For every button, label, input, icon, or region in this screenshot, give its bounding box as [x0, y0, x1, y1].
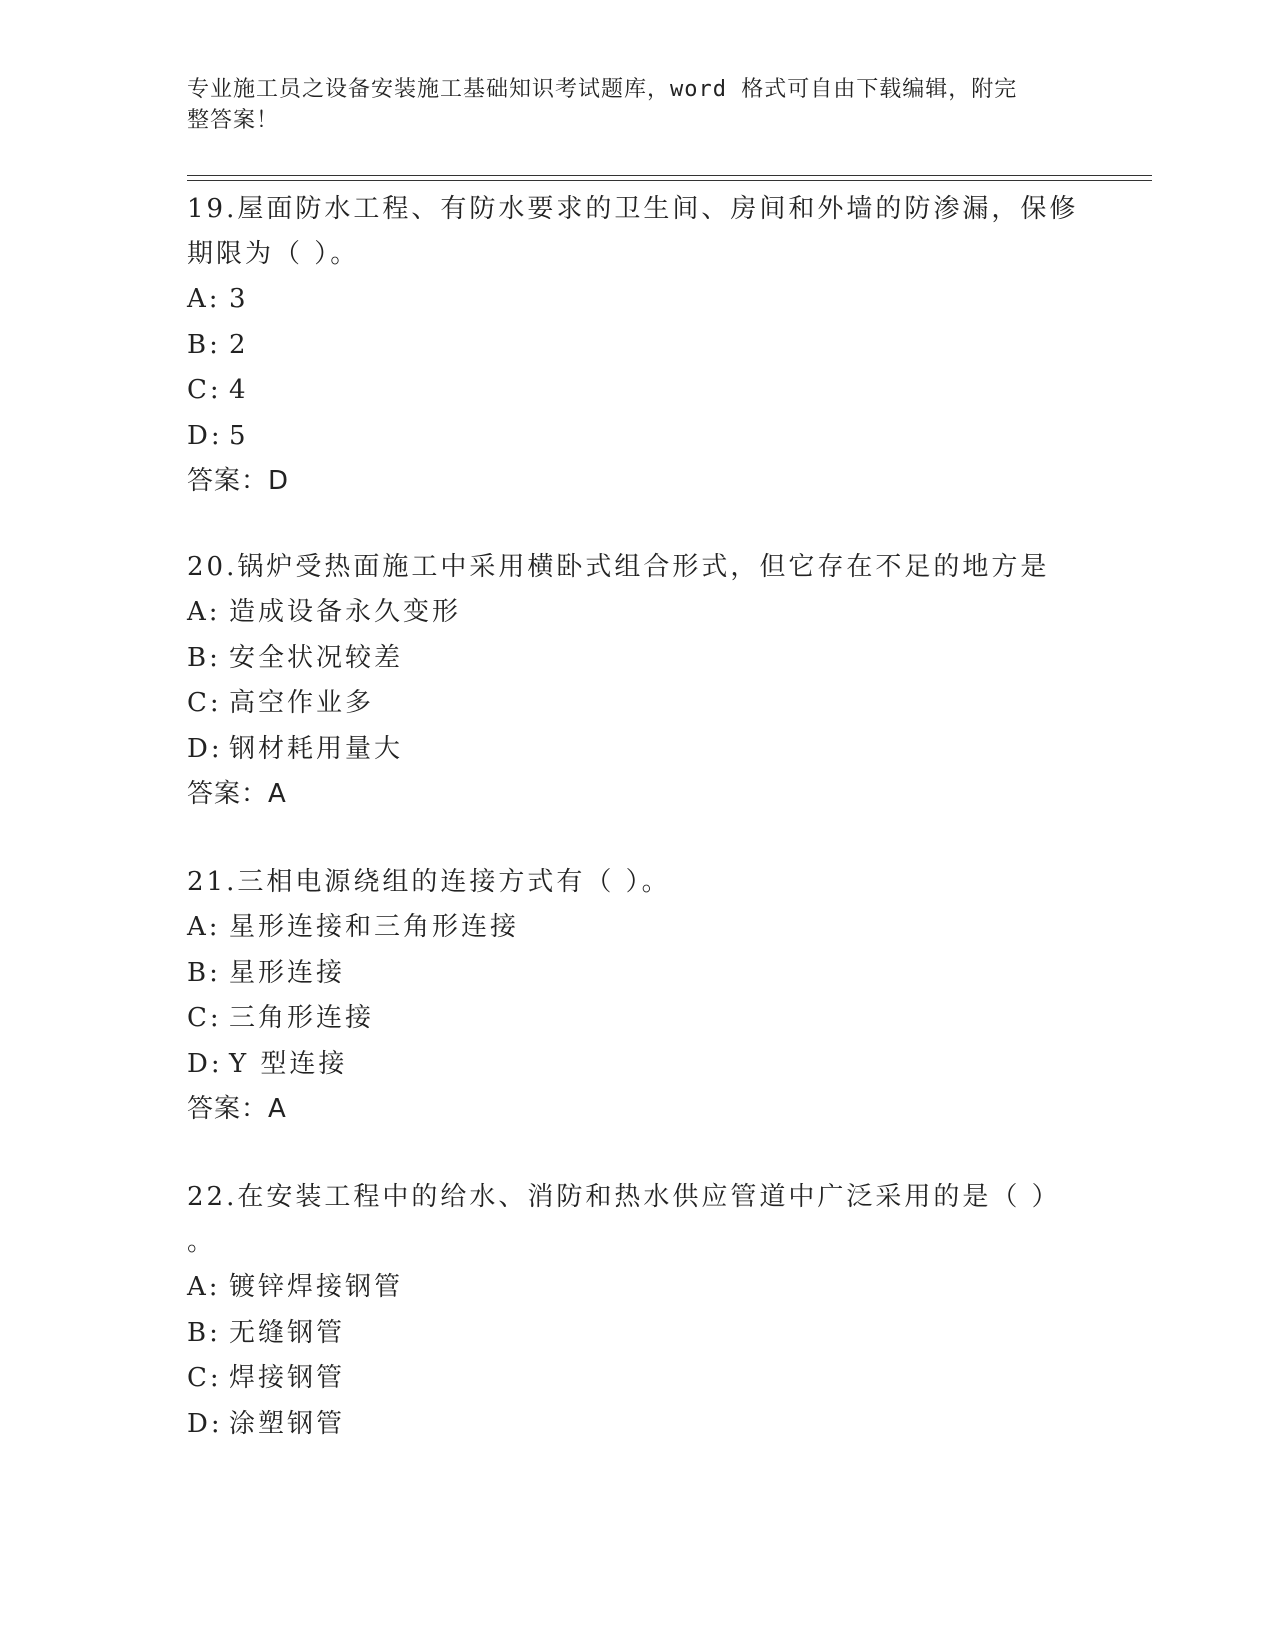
header-line-1: 专业施工员之设备安装施工基础知识考试题库，word 格式可自由下载编辑，附完: [187, 77, 1018, 102]
question-stem-line: 期限为（ ）。: [187, 239, 360, 269]
header-divider-top: [187, 175, 1152, 176]
option-b: B: 无缝钢管: [187, 1317, 346, 1348]
question-19: [187, 187, 1087, 504]
option-a: A: 造成设备永久变形: [187, 597, 462, 627]
option-d: D: 钢材耗用量大: [187, 733, 404, 764]
question-stem-line: 。: [187, 1227, 217, 1257]
question-stem-line: 21.三相电源绕组的连接方式有（ ）。: [187, 867, 671, 897]
option-c: C: 高空作业多: [187, 688, 375, 718]
option-a: A: 星形连接和三角形连接: [187, 912, 520, 942]
option-c: C: 焊接钢管: [187, 1363, 346, 1393]
header-line-2: 整答案！: [187, 108, 280, 133]
option-c: C: 三角形连接: [187, 1003, 375, 1033]
answer: 答案：A: [187, 1094, 287, 1124]
option-d: D: 5: [187, 420, 249, 451]
option-b: B: 2: [187, 329, 249, 360]
option-d: D: Y 型连接: [187, 1048, 348, 1079]
option-a: A: 镀锌焊接钢管: [187, 1272, 404, 1302]
document-header: [187, 74, 1067, 136]
question-22: [187, 1175, 1087, 1447]
answer: 答案：A: [187, 779, 287, 809]
answer: 答案：D: [187, 466, 290, 496]
option-b: B: 星形连接: [187, 957, 346, 988]
option-a: A: 3: [187, 284, 249, 314]
question-stem-line: 22.在安装工程中的给水、消防和热水供应管道中广泛采用的是（ ）: [187, 1182, 1061, 1212]
option-c: C: 4: [187, 375, 249, 405]
question-20: [187, 545, 1087, 817]
header-divider-bottom: [187, 180, 1152, 181]
question-21: [187, 860, 1087, 1132]
question-stem-line: 20.锅炉受热面施工中采用横卧式组合形式，但它存在不足的地方是: [187, 552, 1050, 582]
option-b: B: 安全状况较差: [187, 642, 404, 673]
question-stem-line: 19.屋面防水工程、有防水要求的卫生间、房间和外墙的防渗漏，保修: [187, 194, 1079, 224]
option-d: D: 涂塑钢管: [187, 1408, 346, 1439]
